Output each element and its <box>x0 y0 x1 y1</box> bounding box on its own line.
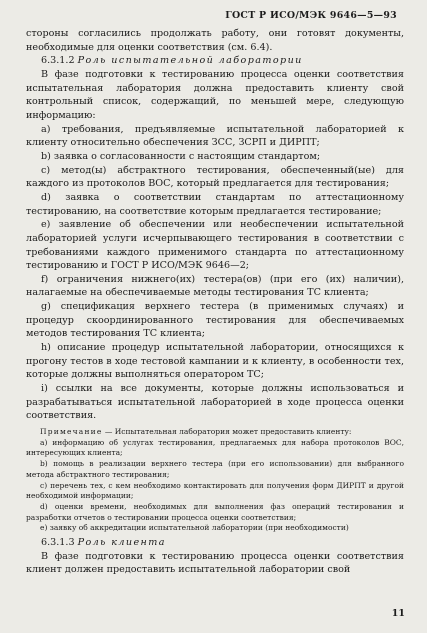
section-intro-paragraph: В фазе подготовки к тестированию процесса оценки соответствия испытательная лаборатория должна предоставить клиенту свой контрольный список, содержащий, по меньшей мере, следующую информацию: <box>26 68 404 121</box>
section-number: 6.3.1.3 <box>41 537 75 549</box>
main-text <box>26 27 404 423</box>
note-block <box>26 427 404 534</box>
section-heading-6-3-1-2 <box>26 54 404 68</box>
page-number: 11 <box>391 608 405 619</box>
list-item-a: а) требования, предъявляемые испытательной лабораторией к клиенту относительно обеспечения ЗСС, ЗСРП и ДИРПТ; <box>26 123 404 149</box>
page-body <box>26 27 404 577</box>
section-title: Роль клиента <box>77 537 166 549</box>
note-intro-text: — Испытательная лаборатория может предоставить клиенту: <box>102 427 352 437</box>
page-header: ГОСТ Р ИСО/МЭК 9646—5—93 <box>225 10 397 21</box>
section-title: Роль испытательной лаборатории <box>77 55 303 67</box>
list-item-b: b) заявка о согласованности с настоящим стандартом; <box>41 150 321 162</box>
list-item-h: h) описание процедур испытательной лаборатории, относящихся к прогону тестов в ходе тестовой кампании и к клиенту, в особенности тех, которые должны выполняться оператором ТС; <box>26 342 404 381</box>
note-item-c: c) перечень тех, с кем необходимо контактировать для получения форм ДИРПТ и другой необходимой информации; <box>26 480 404 501</box>
section-paragraph: В фазе подготовки к тестированию процесса оценки соответствия клиент должен предоставить испытательной лаборатории свой <box>26 550 404 576</box>
list-item-g: g) спецификация верхнего тестера (в применимых случаях) и процедур скоординированного тестирования для обеспечиваемых методов тестирования ТС клиента; <box>26 301 404 340</box>
list-item-e: e) заявление об обеспечении или необеспечении испытательной лабораторией услуги исчерпывающего тестирования в соответствии с требованиями каждого применимого стандарта по аттестационному тестированию и ГОСТ Р ИСО/МЭК 9646—2; <box>26 219 404 272</box>
note-item-a: a) информацию об услугах тестирования, предлагаемых для набора протоколов ВОС, интересующих клиента; <box>26 437 404 458</box>
section-6-3-1-3 <box>26 536 404 577</box>
section-heading-6-3-1-3 <box>26 536 404 550</box>
note-item-e: e) заявку об аккредитации испытательной лаборатории (при необходимости) <box>40 523 349 533</box>
list-item-d: d) заявка о соответствии стандартам по аттестационному тестированию, на соответствие которым предлагается тестирование; <box>26 191 404 217</box>
continuation-paragraph: стороны согласились продолжать работу, они готовят документы, необходимые для оценки соответствия (см. 6.4). <box>26 28 404 53</box>
note-label: Примечание <box>40 427 103 437</box>
list-item-f: f) ограничения нижнего(их) тестера(ов) (при его (их) наличии), налагаемые на обеспечиваемые методы тестирования ТС клиента; <box>26 273 404 299</box>
list-item-c: c) метод(ы) абстрактного тестирования, обеспеченный(ые) для каждого из протоколов ВОС, который предлагается для тестирования; <box>26 164 404 190</box>
note-intro <box>26 427 404 438</box>
section-number: 6.3.1.2 <box>41 55 75 67</box>
note-item-b: b) помощь в реализации верхнего тестера (при его использовании) для выбранного метода абстрактного тестирования; <box>26 459 404 479</box>
note-item-d: d) оценки времени, необходимых для выполнения фаз операций тестирования и разработки отчетов о тестировании процесса оценки соответствия; <box>26 501 404 522</box>
list-item-i: i) ссылки на все документы, которые должны использоваться и разрабатываться испытательной лабораторией в ходе процесса оценки соответствия. <box>26 383 404 422</box>
